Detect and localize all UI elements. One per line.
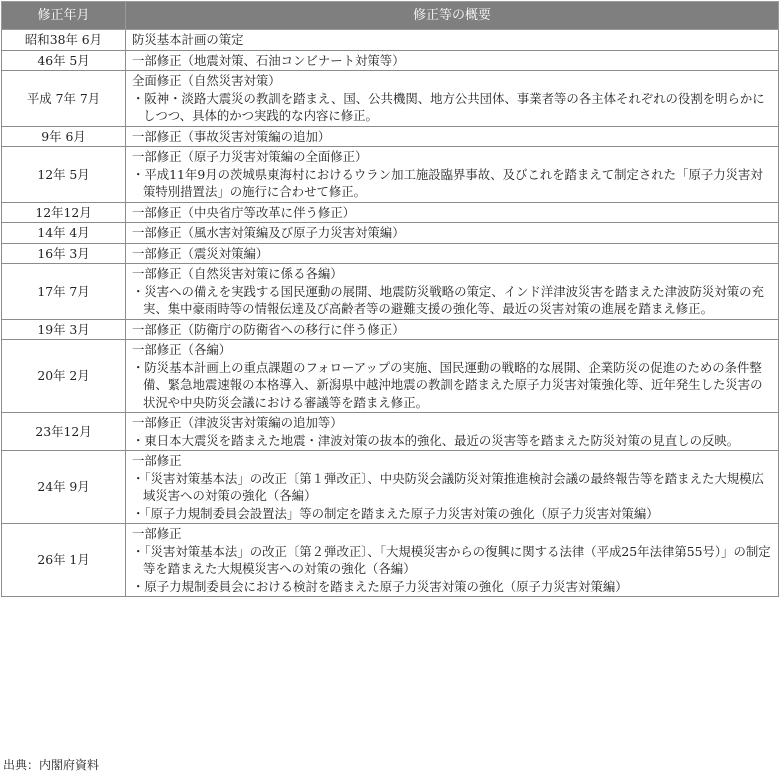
table-row (2, 223, 779, 244)
revision-date (2, 71, 126, 127)
revision-summary (126, 451, 779, 524)
revision-date (2, 524, 126, 597)
revision-summary (126, 30, 779, 51)
table-row (2, 264, 779, 320)
summary-heading: 一部修正（震災対策編） (132, 245, 269, 261)
revision-summary (126, 126, 779, 147)
summary-heading: 一部修正（自然災害対策に係る各編） (132, 266, 343, 281)
revision-date (2, 147, 126, 203)
summary-heading: 一部修正（地震対策、石油コンビナート対策等） (132, 52, 405, 68)
summary-bullet: ・平成11年9月の茨城県東海村におけるウラン加工施設臨界事故、及びこれを踏まえて制定された「原子力災害対策特別措置法」の施行に合わせて修正。 (132, 166, 763, 199)
revision-date (2, 202, 126, 223)
revision-date (2, 243, 126, 264)
revision-date (2, 413, 126, 451)
summary-heading: 一部修正（風水害対策編及び原子力災害対策編） (132, 225, 405, 240)
table-row (2, 524, 779, 597)
header-summary: 修正等の概要 (126, 2, 779, 30)
table-row (2, 340, 779, 413)
revision-date-text: 17年 7月 (37, 283, 90, 299)
revision-date (2, 319, 126, 340)
revision-date (2, 126, 126, 147)
revision-date-text: 14年 4月 (37, 225, 90, 240)
revision-date (2, 50, 126, 71)
revision-date (2, 223, 126, 244)
summary-bullet: ・原子力規制委員会における検討を踏まえた原子力災害対策の強化（原子力災害対策編） (132, 578, 628, 594)
revision-summary (126, 243, 779, 264)
table-row (2, 30, 779, 51)
revision-date (2, 451, 126, 524)
table-row (2, 319, 779, 340)
summary-bullet: ・防災基本計画上の重点課題のフォローアップの実施、国民運動の戦略的な展開、企業防災の促進のための条件整備、緊急地震速報の本格導入、新潟県中越沖地震の教訓を踏まえた原子力災害対策強化等、近年発生した災害の状況や中央防災会議における審議等を踏まえ修正。 (132, 359, 763, 410)
table-row (2, 413, 779, 451)
table-row (2, 71, 779, 127)
revision-summary (126, 223, 779, 244)
revision-date-text: 16年 3月 (37, 245, 90, 261)
summary-heading: 一部修正（津波災害対策編の追加等） (132, 415, 343, 430)
summary-bullet: ・東日本大震災を踏まえた地震・津波対策の抜本的強化、最近の災害等を踏まえた防災対策の見直しの反映。 (132, 432, 740, 448)
table-row (2, 202, 779, 223)
revision-date-text: 26年 1月 (37, 552, 90, 568)
revision-summary (126, 202, 779, 223)
revision-date (2, 264, 126, 320)
table-row (2, 50, 779, 71)
table-body (2, 30, 779, 597)
revision-table (1, 1, 779, 597)
summary-heading: 一部修正（各編） (132, 342, 232, 357)
revision-summary (126, 340, 779, 413)
revision-date-text: 9年 6月 (41, 128, 86, 144)
revision-date-text: 12年12月 (35, 204, 92, 220)
revision-summary (126, 524, 779, 597)
revision-date-text: 昭和38年 6月 (24, 32, 103, 47)
revision-summary (126, 413, 779, 451)
summary-bullet: ・「災害対策基本法」の改正〔第１弾改正〕、中央防災会議防災対策推進検討会議の最終報告等を踏まえた大規模広域災害への対策の強化（各編） (132, 470, 764, 503)
revision-date-text: 24年 9月 (37, 479, 90, 495)
table-row (2, 126, 779, 147)
summary-heading: 一部修正（原子力災害対策編の全面修正） (132, 149, 368, 164)
summary-bullet: ・「原子力規制委員会設置法」等の制定を踏まえた原子力災害対策の強化（原子力災害対策編） (132, 505, 659, 521)
summary-heading: 一部修正 (132, 453, 182, 468)
revision-summary (126, 50, 779, 71)
table-row (2, 243, 779, 264)
summary-heading: 一部修正（事故災害対策編の追加） (132, 128, 331, 144)
summary-heading: 一部修正 (132, 526, 182, 541)
summary-bullet: ・阪神・淡路大震災の教訓を踏まえ、国、公共機関、地方公共団体、事業者等の各主体それぞれの役割を明らかにしつつ、具体的かつ実践的な内容に修正。 (132, 90, 765, 123)
summary-heading: 全面修正（自然災害対策） (132, 73, 281, 88)
revision-summary (126, 319, 779, 340)
revision-summary (126, 264, 779, 320)
revision-date-text: 23年12月 (35, 423, 92, 439)
table-row (2, 147, 779, 203)
source-note: 出典：内閣府資料 (3, 758, 100, 772)
revision-summary (126, 147, 779, 203)
revision-summary (126, 71, 779, 127)
summary-bullet: ・「災害対策基本法」の改正〔第２弾改正〕、「大規模災害からの復興に関する法律（平成25年法律第55号）」の制定等を踏まえた大規模災害への対策の強化（各編） (132, 543, 771, 576)
header-date: 修正年月 (2, 2, 126, 30)
table-row (2, 451, 779, 524)
summary-bullet: ・災害への備えを実践する国民運動の展開、地震防災戦略の策定、インド洋津波災害を踏まえた津波防災対策の充実、集中豪雨時等の情報伝達及び高齢者等の避難支援の強化等、最近の災害対策の進展を踏まえ修正。 (132, 283, 764, 316)
revision-date-text: 12年 5月 (37, 166, 90, 182)
revision-date-text: 20年 2月 (37, 368, 90, 384)
revision-date (2, 30, 126, 51)
revision-date-text: 46年 5月 (37, 52, 90, 68)
revision-date (2, 340, 126, 413)
table-header-row (2, 2, 779, 30)
summary-heading: 一部修正（防衛庁の防衛省への移行に伴う修正） (132, 321, 405, 337)
summary-heading: 防災基本計画の策定 (132, 32, 244, 47)
summary-heading: 一部修正（中央省庁等改革に伴う修正） (132, 204, 356, 220)
revision-date-text: 平成 7年 7月 (26, 90, 101, 106)
revision-date-text: 19年 3月 (37, 321, 90, 337)
